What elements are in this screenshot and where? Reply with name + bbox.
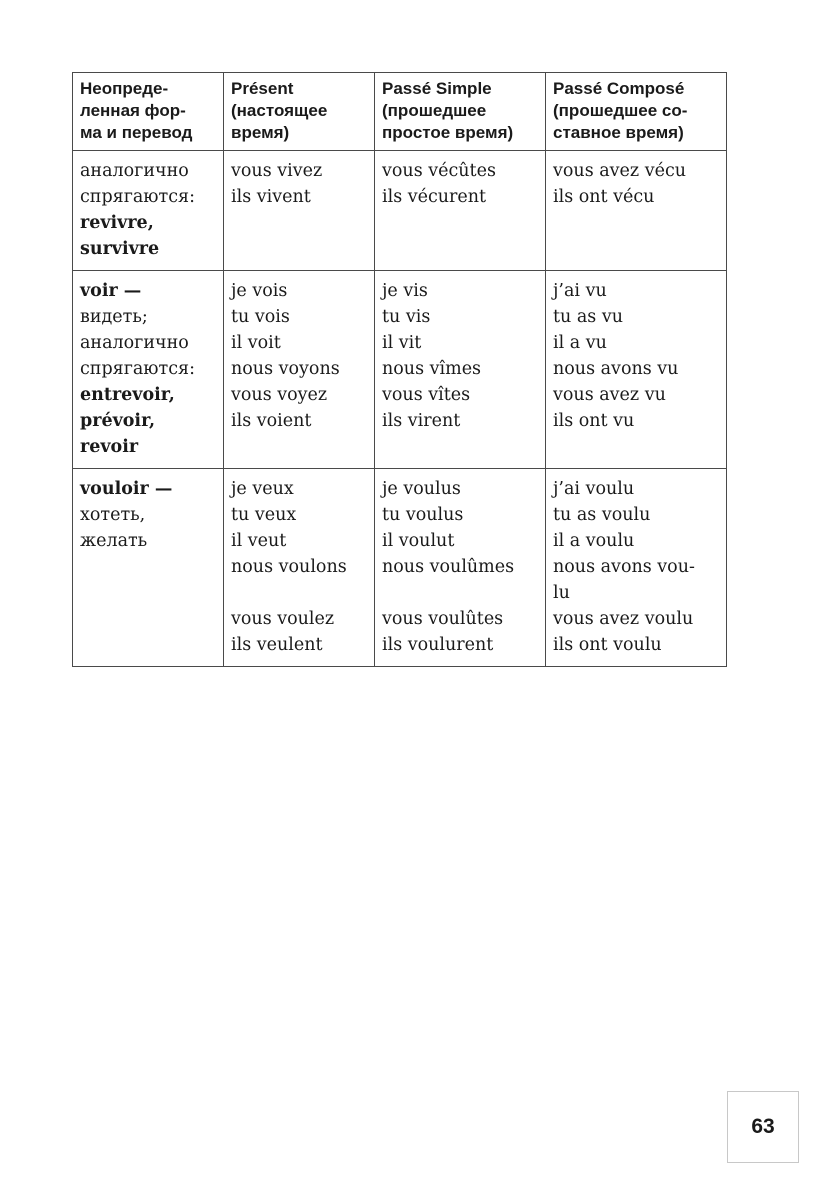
header-infinitive: Неопреде- ленная фор- ма и перевод <box>73 73 224 151</box>
header-passe-simple: Passé Simple (прошедшее простое время) <box>375 73 546 151</box>
passe-simple-cell: je voulus tu voulus il voulut nous voulûmes vous voulûtes ils voulurent <box>375 469 546 667</box>
passe-compose-cell: j’ai voulu tu as voulu il a voulu nous avons vou- lu vous avez voulu ils ont voulu <box>546 469 727 667</box>
infinitive-cell: аналогично спрягаются: revivre, survivre <box>73 151 224 271</box>
passe-simple-cell: je vis tu vis il vit nous vîmes vous vîtes ils virent <box>375 271 546 469</box>
page-number: 63 <box>727 1091 799 1163</box>
present-cell: vous vivez ils vivent <box>224 151 375 271</box>
header-row <box>73 73 727 151</box>
passe-simple-cell: vous vécûtes ils vécurent <box>375 151 546 271</box>
table-row <box>73 151 727 271</box>
table-row <box>73 271 727 469</box>
header-passe-compose: Passé Composé (прошедшее со- ставное время) <box>546 73 727 151</box>
passe-compose-cell: j’ai vu tu as vu il a vu nous avons vu vous avez vu ils ont vu <box>546 271 727 469</box>
conjugation-table <box>72 72 727 667</box>
present-cell: je veux tu veux il veut nous voulons vous voulez ils veulent <box>224 469 375 667</box>
header-present: Présent (настоящее время) <box>224 73 375 151</box>
passe-compose-cell: vous avez vécu ils ont vécu <box>546 151 727 271</box>
infinitive-cell: voir — видеть; аналогично спрягаются: entrevoir, prévoir, revoir <box>73 271 224 469</box>
present-cell: je vois tu vois il voit nous voyons vous voyez ils voient <box>224 271 375 469</box>
table-row <box>73 469 727 667</box>
infinitive-cell: vouloir — хотеть, желать <box>73 469 224 667</box>
